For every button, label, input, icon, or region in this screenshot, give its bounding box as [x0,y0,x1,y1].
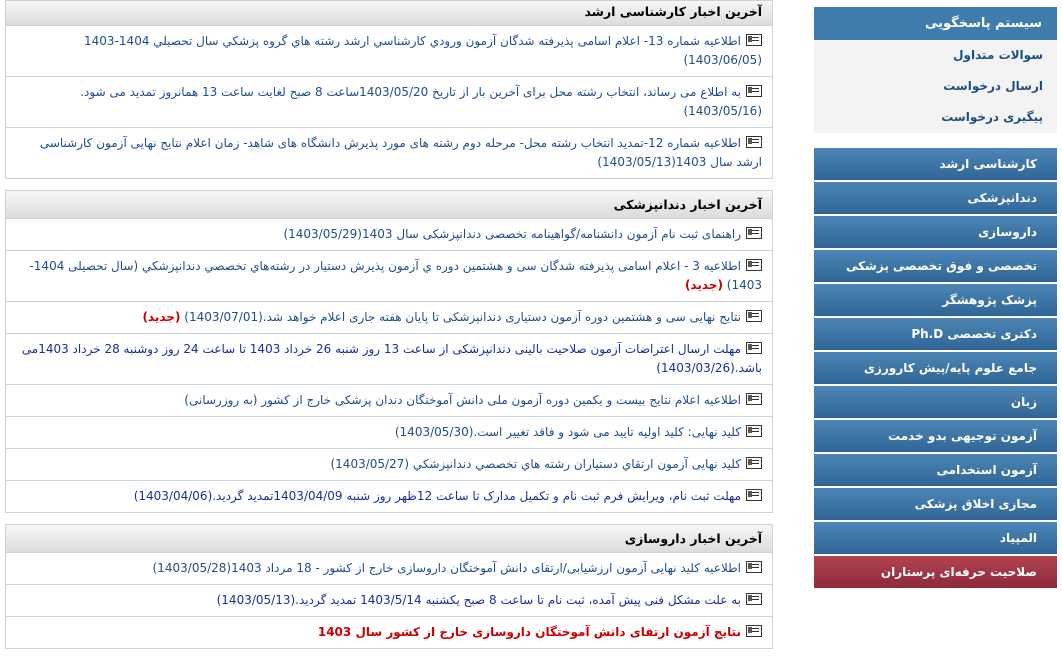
news-item[interactable]: اطلاعیه 3 - اعلام اسامی پذیرفته شدگان سی و هشتمین دوره ي آزمون پذيرش دستيار در رشته‌هاي تخصصي دندانپزشكي (سال تحصیلی 1404-1403) (جدید) [6,251,772,302]
menu-item-masters[interactable]: کارشناسی ارشد [814,148,1057,180]
newspaper-icon [746,393,762,405]
newspaper-icon [746,561,762,573]
news-title-masters: آخرین اخبار کارشناسی ارشد [6,1,772,26]
sidebar [814,7,1057,590]
track-request-link[interactable]: پیگیری درخواست [941,110,1043,124]
news-item[interactable]: مهلت ارسال اعتراضات آزمون صلاحیت بالینی دندانپزشکی از ساعت 13 روز شنبه 26 خرداد 1403 تا ساعت 24 روز دوشنبه 28 خرداد 1403می باشد.(1403/03/26) [6,334,772,385]
support-system-box [814,7,1057,133]
news-item[interactable]: اطلاعیه شماره 12-تمدید انتخاب رشته محل- مرحله دوم رشته های مورد پذیرش دانشگاه های شاهد- زمان اعلام نتایج نهایی آزمون کارشناسی ارشد سال 1403(1403/05/13) [39,136,762,169]
news-item[interactable]: اطلاعیه کلید نهایی آزمون ارزشیابی/ارتقای دانش آموختگان داروسازی خارج از کشور - 18 مرداد 1403(1403/05/28) [6,553,772,585]
newspaper-icon [746,34,762,46]
news-item[interactable]: نتایج آزمون ارتقای دانش آموختگان داروسازی خارج از کشور سال 1403 [6,617,772,648]
news-item[interactable]: مهلت ثبت نام، ویرایش فرم ثبت نام و تکمیل مدارک تا ساعت 12ظهر روز شنبه 1403/04/09تمدید گردید.(1403/04/06) [6,481,772,512]
menu-item-phd[interactable]: دکتری تخصصی Ph.D [814,318,1057,350]
send-request-link[interactable]: ارسال درخواست [943,79,1043,93]
menu-item-language[interactable]: زبان [814,386,1057,418]
support-system-title: سیستم پاسخگویی [814,7,1057,40]
menu-item-orientation-exam[interactable]: آزمون توجیهی بدو خدمت [814,420,1057,452]
newspaper-icon [746,227,762,239]
menu-item-medical-specialty[interactable]: تخصصی و فوق تخصصی پزشکی [814,250,1057,282]
new-badge: (جدید) [684,278,723,292]
menu-item-olympiad[interactable]: المپیاد [814,522,1057,554]
news-title-dentistry: آخرین اخبار دندانپزشکی [6,191,772,219]
faq-link[interactable]: سوالات متداول [953,48,1043,62]
news-box-masters [5,0,773,179]
news-title-pharmacy: آخرین اخبار داروسازی [6,525,772,553]
news-column [5,0,773,660]
news-item[interactable]: اطلاعیه اعلام نتایج بیست و یکمین دوره آزمون ملی دانش آموختگان دندان پزشکی خارج از کشور (به روزرسانی) [6,385,772,417]
newspaper-icon [746,85,762,97]
newspaper-icon [746,310,762,322]
news-item[interactable]: اطلاعیه شماره 13- اعلام اسامی پذیرفته شدگان آزمون ورودي کارشناسي ارشد رشته هاي گروه پزشكي سال تحصيلي 1404-1403 (1403/06/05) [6,26,772,77]
news-box-dentistry [5,190,773,513]
news-item[interactable]: به علت مشکل فنی پیش آمده، ثبت نام تا ساعت 8 صبح یکشنبه 1403/5/14 تمدید گردید.(1403/05/13) [6,585,772,617]
newspaper-icon [746,342,762,354]
news-item[interactable]: کلید نهایی: کلید اولیه تایید می شود و فاقد تغییر است.(1403/05/30) [6,417,772,449]
newspaper-icon [746,136,762,148]
news-item[interactable]: به اطلاع می رساند، انتخاب رشته محل برای آخرین بار از تاریخ 1403/05/20ساعت 8 صبح لغایت ساعت 13 همانروز تمدید می شود.(1403/05/16) [6,77,772,128]
newspaper-icon [746,425,762,437]
menu-item-dentistry[interactable]: دندانپزشکی [814,182,1057,214]
newspaper-icon [746,625,762,637]
new-badge: (جدید) [142,310,181,324]
category-menu [814,148,1057,588]
newspaper-icon [746,489,762,501]
newspaper-icon [746,593,762,605]
menu-item-medical-ethics[interactable]: مجازی اخلاق پزشکی [814,488,1057,520]
menu-item-basic-sciences[interactable]: جامع علوم پایه/پیش کارورزی [814,352,1057,384]
news-item[interactable]: نتایج نهایی سی و هشتمین دوره آزمون دستیاری دندانپزشکی تا پایان هفته جاری اعلام خواهد شد.(1403/07/01) (جدید) [6,302,772,334]
menu-item-pharmacy[interactable]: داروسازی [814,216,1057,248]
menu-item-physician-researcher[interactable]: پزشک پژوهشگر [814,284,1057,316]
news-box-pharmacy [5,524,773,649]
menu-item-employment-exam[interactable]: آزمون استخدامی [814,454,1057,486]
news-item[interactable]: راهنمای ثبت نام آزمون دانشنامه/گواهینامه تخصصی دندانپزشکی سال 1403(1403/05/29) [6,219,772,251]
news-item[interactable]: کلید نهایی آزمون ارتقاي دستياران رشته هاي تخصصي دندانپزشكي (1403/05/27) [6,449,772,481]
menu-item-nurses-competency[interactable]: صلاحیت حرفه‌ای پرستاران [814,556,1057,588]
newspaper-icon [746,457,762,469]
newspaper-icon [746,259,762,271]
